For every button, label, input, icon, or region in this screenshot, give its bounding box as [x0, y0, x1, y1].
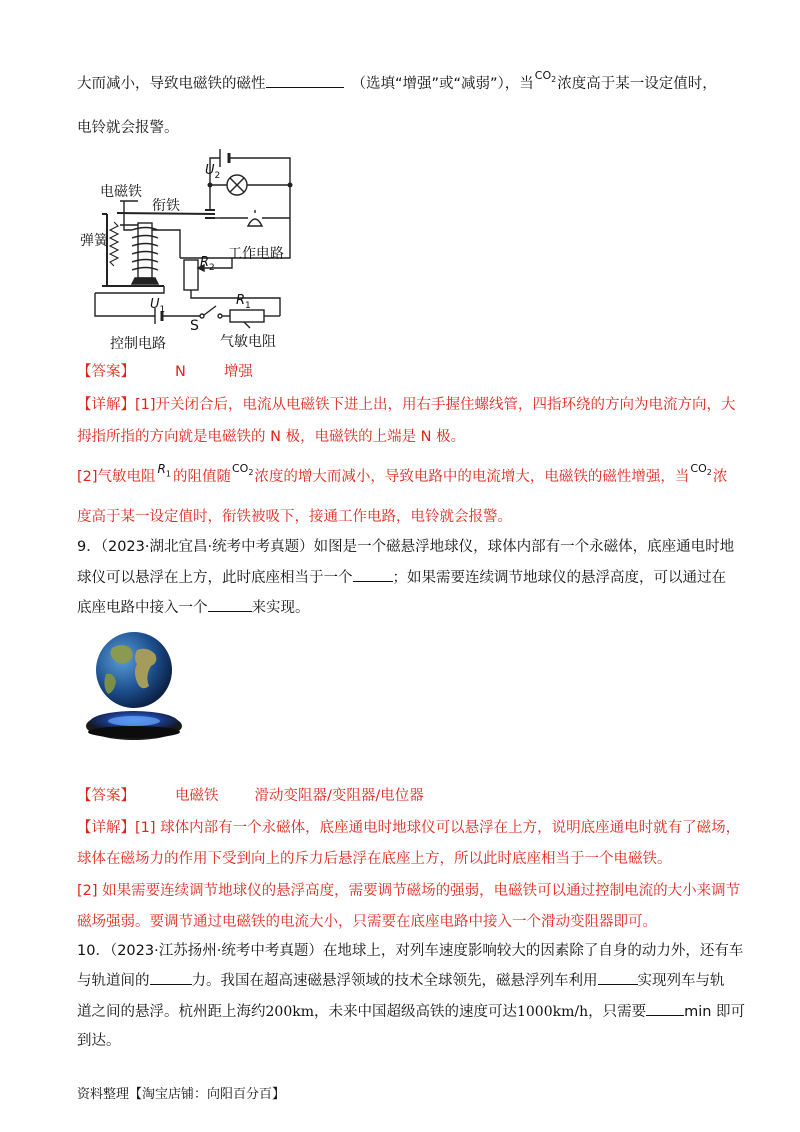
answer-value: 滑动变阻器/变阻器/电位器: [254, 788, 424, 804]
formula-sub: 2: [706, 468, 712, 478]
label-r1: $R_1$: [236, 293, 251, 311]
text-segment: ，未来中国超级高铁的速度可达: [313, 1004, 517, 1020]
text-segment: 度高于某一设定值时，衔铁被吸下，接通工作电路，电铃就会报警。: [77, 509, 512, 525]
text-segment: 浓: [712, 469, 728, 485]
formula-base: CO: [231, 462, 249, 475]
detail-line: [77, 849, 672, 869]
fill-blank: [208, 597, 252, 612]
detail-line: [77, 507, 512, 527]
answer-value: 电磁铁: [175, 788, 219, 804]
fill-blank: [353, 567, 393, 582]
fill-blank: [646, 1001, 684, 1016]
text-segment: 的阻值随: [172, 469, 231, 485]
text-segment: 9．（2023·湖北宜昌·统考中考真题）如图是一个磁悬浮地球仪，球体内部有一个永磁体，底座通电时地: [77, 539, 735, 555]
question-line: [77, 537, 734, 557]
formula-base: CO: [690, 462, 707, 475]
text-segment: ，只需要: [588, 1004, 647, 1020]
formula-sub: 2: [248, 468, 254, 478]
label-gas-resistor: 气敏电阻: [220, 334, 276, 350]
text-segment: 底座电路中接入一个: [77, 600, 208, 616]
fill-blank: [266, 73, 344, 88]
maglev-globe-image: [82, 628, 187, 748]
detail-line: [77, 818, 740, 838]
speed-value: 1000km/h: [516, 1004, 589, 1020]
text-segment: min 即可: [684, 1004, 746, 1020]
text-segment: （选填“增强”或“减弱”），当: [351, 76, 534, 92]
co2-formula: [690, 459, 711, 483]
text-segment: 球仪可以悬浮在上方，此时底座相当于一个: [77, 570, 353, 586]
question-line: [77, 1001, 745, 1022]
formula-base: CO: [534, 69, 552, 82]
label-r2: $R_2$: [200, 255, 215, 273]
text-segment: 到达。: [77, 1033, 121, 1049]
symbol-sub: 1: [165, 469, 171, 479]
fill-blank: [598, 970, 638, 985]
distance-value: 200km: [265, 1004, 314, 1020]
answer-tag: 【答案】: [77, 788, 135, 804]
detail-line: [77, 912, 657, 932]
text-segment: [1]开关闭合后，电流从电磁铁下进上出，用右手握住螺线管，四指环绕的方向为电流方向，大: [135, 397, 736, 413]
answer-value: N: [175, 364, 186, 380]
label-armature: 衔铁: [152, 198, 180, 214]
detail-line: [77, 462, 728, 492]
text-segment: 浓度高于某一设定值时，: [557, 76, 717, 92]
detail-tag: 【详解】: [77, 397, 135, 413]
page-footer: 资料整理【淘宝店铺：向阳百分百】: [77, 1087, 286, 1102]
circuit-diagram: [80, 138, 310, 353]
answer-line: [77, 786, 424, 806]
text-segment: 道之间的悬浮。杭州距上海约: [77, 1004, 266, 1020]
label-switch: S: [190, 318, 199, 334]
text-segment: ；如果需要连续调节地球仪的悬浮高度，可以通过在: [392, 570, 726, 586]
label-u2: $U_2$: [205, 163, 221, 181]
text-segment: 10．（2023·江苏扬州·统考中考真题）在地球上，对列车速度影响较大的因素除了自身的动力外，还有车: [77, 943, 744, 959]
text-segment: 电铃就会报警。: [77, 120, 179, 136]
text-segment: 实现列车与轨: [637, 973, 725, 989]
question-line: [77, 567, 726, 588]
text-segment: 拇指所指的方向就是电磁铁的 N 极，电磁铁的上端是 N 极。: [77, 429, 466, 445]
label-u1: $U_1$: [150, 297, 166, 315]
r1-symbol: [158, 459, 171, 484]
label-spring: 弹簧: [80, 233, 108, 249]
detail-tag: 【详解】: [77, 820, 135, 836]
co2-formula: [535, 66, 556, 90]
text-segment: 磁场强弱。要调节通过电磁铁的电流大小，只需要在底座电路中接入一个滑动变阻器即可。: [77, 914, 657, 930]
text-segment: 球体在磁场力的作用下受到向上的斥力后悬浮在底座上方，所以此时底座相当于一个电磁铁。: [77, 851, 672, 867]
label-electromagnet: 电磁铁: [100, 184, 142, 200]
symbol-base: R: [157, 462, 166, 476]
detail-line: [77, 427, 465, 447]
text-segment: 力。我国在超高速磁悬浮领域的技术全球领先，磁悬浮列车利用: [191, 973, 598, 989]
answer-line: [77, 362, 253, 382]
text-segment: 来实现。: [251, 600, 310, 616]
answer-tag: 【答案】: [77, 364, 135, 380]
detail-line: [77, 881, 740, 901]
co2-formula: [232, 459, 253, 483]
detail-line: [77, 395, 736, 415]
text-segment: [2] 如果需要连续调节地球仪的悬浮高度，需要调节磁场的强弱，电磁铁可以通过控制电流的大小来调节: [77, 883, 741, 899]
formula-sub: 2: [551, 75, 557, 85]
text-segment: 浓度的增大而减小，导致电路中的电流增大，电磁铁的磁性增强，当: [254, 469, 690, 485]
label-work-circuit: 工作电路: [228, 246, 284, 262]
text-segment: 大而减小，导致电磁铁的磁性: [77, 76, 266, 92]
question-line: [77, 941, 743, 961]
text-segment: [1] 球体内部有一个永磁体，底座通电时地球仪可以悬浮在上方，说明底座通电时就有了磁场，: [135, 820, 741, 836]
answer-value: 增强: [223, 364, 253, 380]
question-line: [77, 970, 725, 991]
text-line: [77, 118, 179, 138]
text-line: [77, 69, 717, 99]
label-control-circuit: 控制电路: [110, 336, 166, 352]
text-segment: [2]气敏电阻: [77, 469, 156, 485]
text-segment: 与轨道间的: [77, 973, 150, 989]
question-line: [77, 597, 310, 618]
fill-blank: [150, 970, 192, 985]
question-line: [77, 1031, 121, 1051]
